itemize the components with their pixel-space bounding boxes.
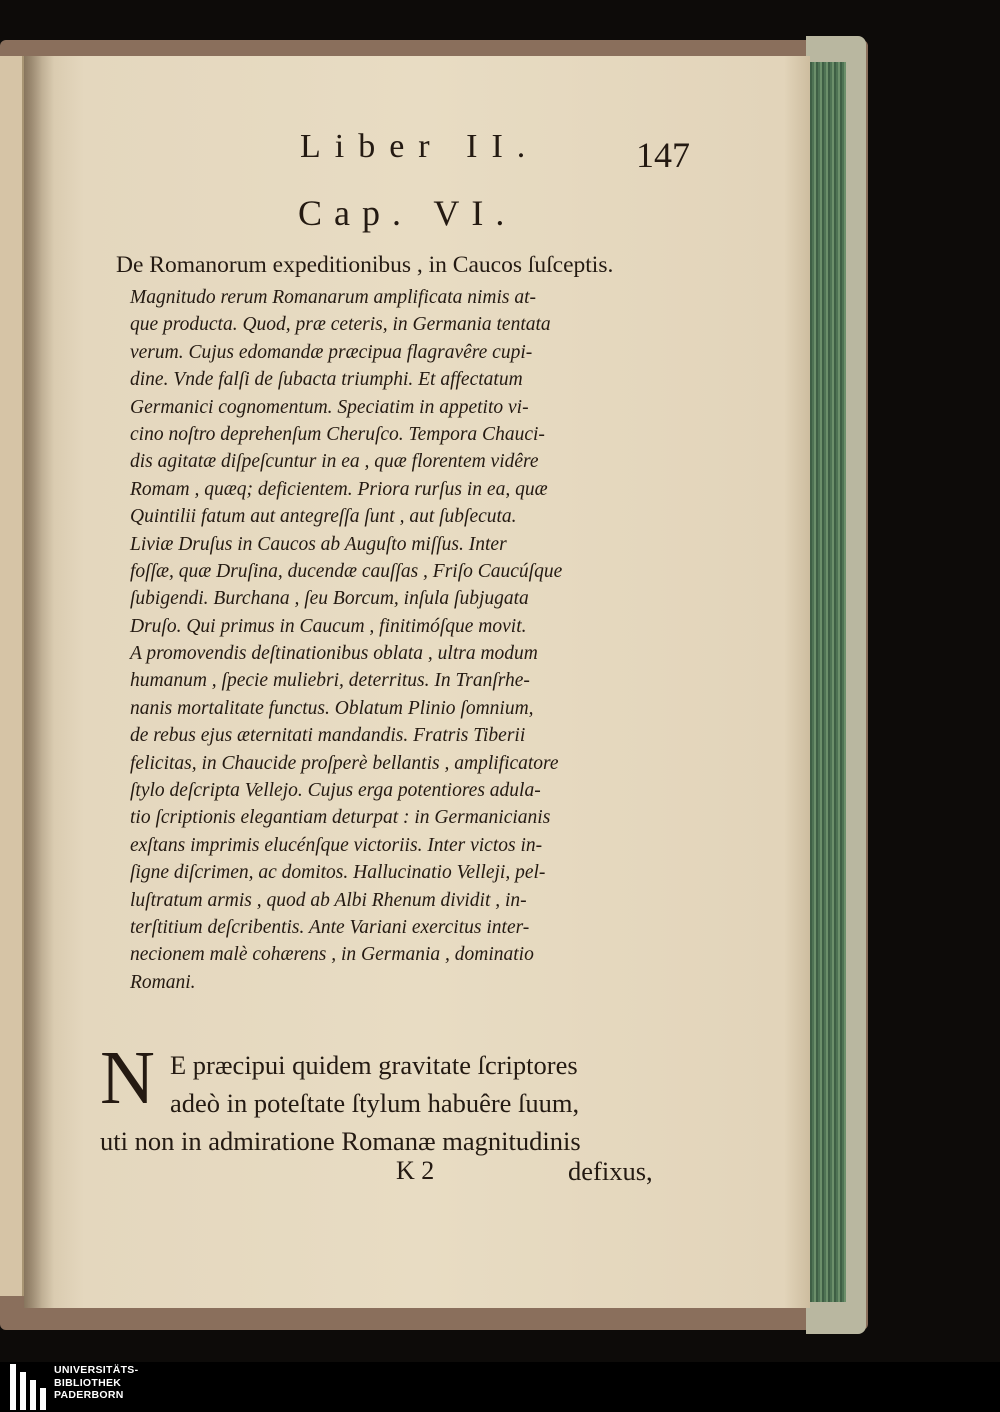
summary-line: felicitas, in Chaucide proſperè bellantis , amplificatore xyxy=(130,752,559,774)
summary-line: A promovendis deſtinationibus oblata , ultra modum xyxy=(130,643,538,665)
summary-line: verum. Cujus edomandæ præcipua flagravêre cupi- xyxy=(130,341,533,363)
signature-mark: K 2 xyxy=(396,1156,435,1185)
summary-line: exſtans imprimis elucénſque victoriis. Inter victos in- xyxy=(130,834,543,856)
summary-line: dine. Vnde falſi de ſubacta triumphi. Et affectatum xyxy=(130,369,523,391)
summary-line: ſigne diſcrimen, ac domitos. Hallucinatio Velleji, pel- xyxy=(130,862,546,884)
summary-line: Romani. xyxy=(130,971,196,993)
summary-line: ſubigendi. Burchana , ſeu Borcum, inſula ſubjugata xyxy=(130,588,529,610)
summary-line: Liviæ Druſus in Caucos ab Auguſto miſſus. Inter xyxy=(130,533,507,555)
summary-line: necionem malè cohærens , in Germania , dominatio xyxy=(130,944,534,966)
summary-line: Druſo. Qui primus in Caucum , finitimóſque movit. xyxy=(130,615,527,637)
summary-line: humanum , ſpecie muliebri, deterritus. In Tranſrhe- xyxy=(130,670,530,692)
summary-line: Germanici cognomentum. Speciatim in appetito vi- xyxy=(130,396,529,418)
drop-initial: N xyxy=(100,1036,155,1120)
summary-line: terſtitium deſcribentis. Ante Variani exercitus inter- xyxy=(130,916,530,938)
summary-line: tio ſcriptionis elegantiam deturpat : in Germanicianis xyxy=(130,807,551,829)
body-line: adeò in poteſtate ſtylum habuêre ſuum, xyxy=(170,1088,580,1118)
summary-line: ſtylo deſcripta Vellejo. Cujus erga potentiores adula- xyxy=(130,780,541,802)
chapter-summary-title: De Romanorum expeditionibus , in Caucos ſuſceptis. xyxy=(116,252,614,278)
summary-line: que producta. Quod, præ ceteris, in Germania tentata xyxy=(130,314,551,336)
summary-line: cino noſtro deprehenſum Cheruſco. Tempora Chauci- xyxy=(130,423,545,445)
body-text xyxy=(100,1046,680,1160)
institution-line: UNIVERSITÄTS- xyxy=(54,1364,139,1376)
library-logo-icon xyxy=(10,1364,48,1410)
footer-bar xyxy=(0,1362,1000,1412)
running-head: Liber II. xyxy=(300,128,540,165)
summary-line: Quintilii fatum aut antegreſſa ſunt , aut ſubſecuta. xyxy=(130,506,517,528)
page-number: 147 xyxy=(636,135,690,175)
body-line: uti non in admiratione Romanæ magnitudinis xyxy=(100,1126,581,1156)
institution-line: PADERBORN xyxy=(54,1389,124,1401)
catchword: defixus, xyxy=(568,1156,653,1186)
institution-name xyxy=(54,1364,138,1402)
summary-line: nanis mortalitate functus. Oblatum Plinio ſomnium, xyxy=(130,697,534,719)
summary-line: luſtratum armis , quod ab Albi Rhenum dividit , in- xyxy=(130,889,527,911)
summary-line: de rebus ejus æternitati mandandis. Fratris Tiberii xyxy=(130,725,526,747)
summary-line: foſſæ, quæ Druſina, ducendæ cauſſas , Friſo Caucúſque xyxy=(130,560,563,582)
summary-line: Magnitudo rerum Romanarum amplificata nimis at- xyxy=(130,287,537,308)
summary-line: dis agitatæ diſpeſcuntur in ea , quæ florentem vidêre xyxy=(130,451,539,473)
chapter-heading: Cap. VI. xyxy=(298,193,517,233)
summary-line: Romam , quæq; deficientem. Priora rurſus in ea, quæ xyxy=(130,478,548,500)
body-line: E præcipui quidem gravitate ſcriptores xyxy=(170,1050,578,1080)
institution-line: BIBLIOTHEK xyxy=(54,1376,122,1389)
chapter-summary xyxy=(130,284,690,996)
